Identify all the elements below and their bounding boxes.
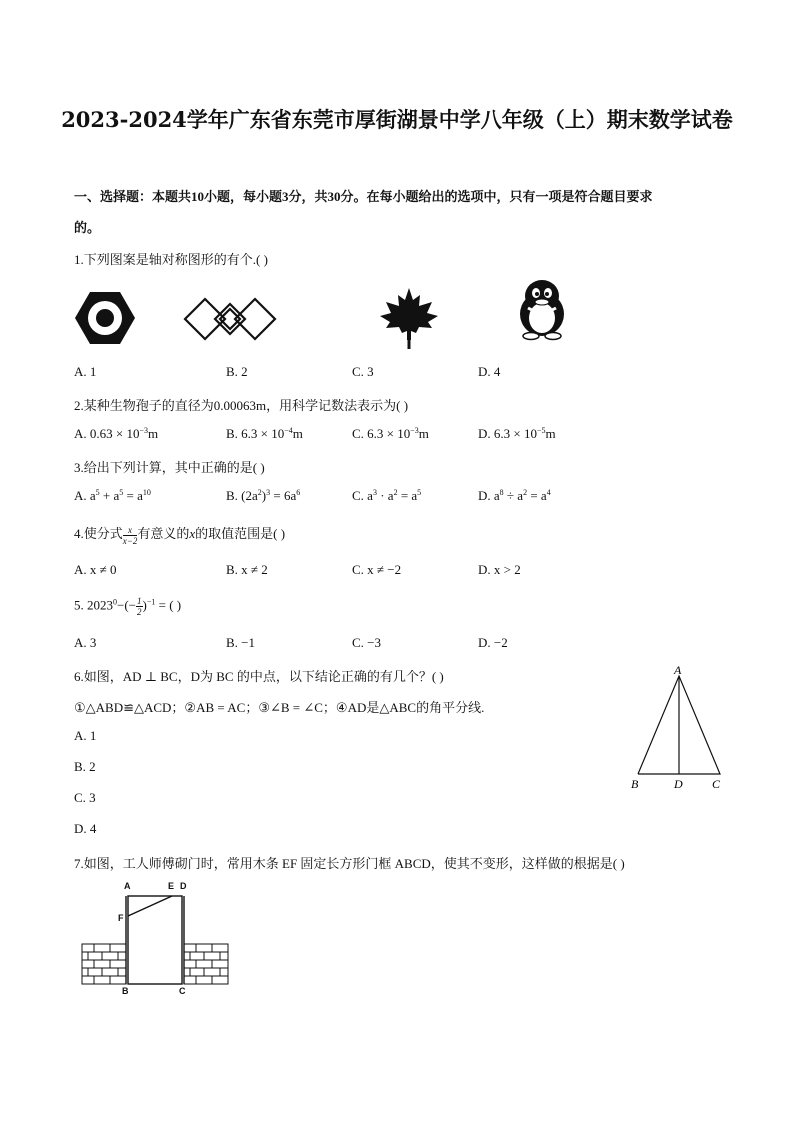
- label-b: B: [631, 777, 639, 791]
- penguin-figure: [516, 278, 568, 340]
- q4-option-d[interactable]: D. x > 2: [478, 562, 521, 577]
- maple-leaf-figure: [378, 286, 440, 350]
- q5-option-a[interactable]: A. 3: [74, 635, 97, 650]
- q6-option-c[interactable]: C. 3: [74, 790, 96, 805]
- q6-option-b[interactable]: B. 2: [74, 759, 96, 774]
- q4-option-c[interactable]: C. x ≠ −2: [352, 562, 402, 577]
- q6-option-d[interactable]: D. 4: [74, 821, 97, 836]
- q2-option-d[interactable]: D. $6.3 \times 10^{-5}m$: [478, 426, 556, 441]
- section-instructions-line2: 的。: [74, 220, 101, 235]
- label-f: F: [118, 913, 124, 923]
- section-instructions-line1: 一、选择题：本题共10小题，每小题3分，共30分。在每小题给出的选项中，只有一项是符合题目要求: [74, 189, 653, 204]
- label-d: D: [674, 777, 683, 791]
- q5-option-b[interactable]: B. −1: [226, 635, 256, 650]
- chinese-knot-figure: [182, 296, 278, 342]
- question-2-stem: 2.某种生物孢子的直径为0.00063m，用科学记数法表示为( ): [74, 398, 409, 413]
- q4-option-a[interactable]: A. x ≠ 0: [74, 562, 117, 577]
- q3-option-b[interactable]: B. $(2a^2)^3 = 6a^6$: [226, 488, 301, 503]
- q3-option-d[interactable]: D. $a^8 \div a^2 = a^4$: [478, 488, 551, 503]
- triangle-abc-figure: [628, 664, 728, 794]
- fraction-x-over-x-minus-2: $\frac{x}{x-2}$: [122, 524, 138, 546]
- q2-option-b[interactable]: B. $6.3 \times 10^{-4}m$: [226, 426, 303, 441]
- q1-option-b[interactable]: B. 2: [226, 364, 248, 379]
- label-a: A: [674, 663, 682, 677]
- page-title: 2023-2024学年广东省东莞市厚街湖景中学八年级（上）期末数学试卷: [61, 107, 733, 132]
- label-c: C: [179, 986, 186, 996]
- question-7-stem: 7.如图，工人师傅砌门时，常用木条 EF 固定长方形门框 ABCD，使其不变形，这样做的根据是( ): [74, 856, 625, 871]
- fraction-one-half: $\frac{1}{2}$: [137, 596, 142, 617]
- label-b: B: [122, 986, 129, 996]
- q5-option-d[interactable]: D. −2: [478, 635, 508, 650]
- question-6-conclusions: ①△ABD≌△ACD；②AB = AC；③∠B = ∠C；④AD是△ABC的角平分线.: [74, 700, 485, 715]
- question-1-stem: 1.下列图案是轴对称图形的有个.( ): [74, 252, 268, 267]
- hex-nut-figure: [74, 290, 136, 346]
- q1-option-c[interactable]: C. 3: [352, 364, 374, 379]
- q2-option-a[interactable]: A. $0.63 \times 10^{-3}m$: [74, 426, 159, 441]
- question-5-stem: 5. $2023^0-(-$ $\frac{1}{2}$ )$^{-1}$ = ( ): [74, 596, 182, 617]
- label-c: C: [712, 777, 721, 791]
- question-4-stem: 4.使分式 $\frac{x}{x-2}$ 有意义的x的取值范围是( ): [74, 524, 286, 546]
- label-e: E: [168, 881, 175, 891]
- door-frame-figure: [80, 876, 230, 996]
- question-3-stem: 3.给出下列计算，其中正确的是( ): [74, 460, 265, 475]
- q6-option-a[interactable]: A. 1: [74, 728, 97, 743]
- q4-option-b[interactable]: B. x ≠ 2: [226, 562, 268, 577]
- label-a: A: [124, 881, 131, 891]
- q5-option-c[interactable]: C. −3: [352, 635, 382, 650]
- q3-option-a[interactable]: A. $a^5 + a^5 = a^{10}$: [74, 488, 151, 503]
- q1-option-d[interactable]: D. 4: [478, 364, 501, 379]
- label-d: D: [180, 881, 187, 891]
- question-6-stem: 6.如图，AD ⊥ BC，D为 BC 的中点，以下结论正确的有几个？( ): [74, 669, 444, 684]
- q3-option-c[interactable]: C. $a^3 \cdot a^2 = a^5$: [352, 488, 422, 503]
- q1-option-a[interactable]: A. 1: [74, 364, 97, 379]
- q2-option-c[interactable]: C. $6.3 \times 10^{-3}m$: [352, 426, 429, 441]
